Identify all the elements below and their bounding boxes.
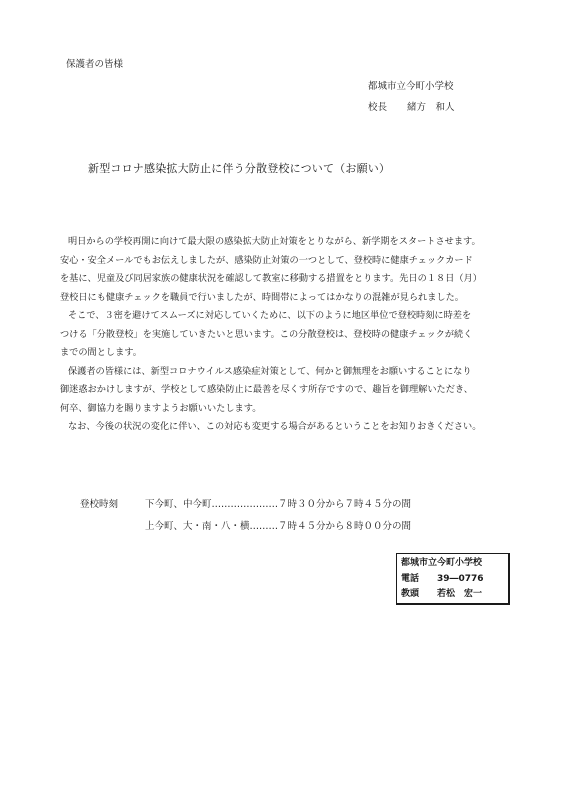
contact-phone: 39―0776 (437, 573, 484, 584)
document-title: 新型コロナ感染拡大防止に伴う分散登校について（お願い） (88, 162, 391, 175)
addressee: 保護者の皆様 (66, 59, 124, 70)
schedule-row: 下今町、中今町…………………７時３０分から７時４５分の間 (145, 499, 412, 510)
contact-school: 都城市立今町小学校 (401, 558, 483, 568)
body-line: つける「分散登校」を実施していきたいと思います。この分散登校は、登校時の健康チェックが続く (60, 328, 473, 340)
body-line: そこで、３密を避けてスムーズに対応していくために、以下のように地区単位で登校時刻に時差を (68, 310, 472, 321)
body-line: 安心・安全メールでもお伝えしましたが、感染防止対策の一つとして、登校時に健康チェックカード (60, 254, 473, 266)
contact-vp-label: 教頭 (401, 589, 420, 599)
schedule-label: 登校時刻 (80, 499, 119, 510)
principal-name: 緒方 和人 (407, 102, 455, 113)
principal-line (368, 99, 455, 113)
contact-phone-label: 電話 (401, 573, 420, 584)
contact-vp-name: 若松 宏一 (437, 589, 483, 599)
issuing-school: 都城市立今町小学校 (368, 81, 454, 92)
body-line: 明日からの学校再開に向けて最大限の感染拡大防止対策をとりながら、新学期をスタートさせます。 (68, 236, 481, 247)
body-line: なお、今後の状況の変化に伴い、この対応も変更する場合があるということをお知りおきください。 (68, 421, 482, 432)
body-line: 登校日にも健康チェックを職員で行いましたが、時間帯によってはかなりの混雑が見られました。 (60, 291, 464, 303)
body-line: 何卒、御協力を賜りますようお願いいたします。 (60, 402, 262, 414)
body-line: 御迷惑おかけしますが、学校として感染防止に最善を尽くす所存ですので、趣旨を御理解いただき、 (60, 384, 473, 395)
principal-title: 校長 (368, 102, 388, 113)
contact-phone-row (401, 572, 508, 588)
contact-box (396, 553, 510, 605)
body-text (60, 233, 520, 437)
body-line: を基に、児童及び同居家族の健康状況を確認して教室に移動する措置をとります。先日の１８日（月） (60, 273, 482, 284)
contact-vp-row (401, 587, 508, 603)
body-line: までの間とします。 (60, 347, 142, 358)
schedule-row: 上今町、大・南・八・横………７時４５分から８時００分の間 (145, 521, 412, 532)
body-line: 保護者の皆様には、新型コロナウイルス感染症対策として、何かと御無理をお願いすることになり (68, 365, 472, 377)
